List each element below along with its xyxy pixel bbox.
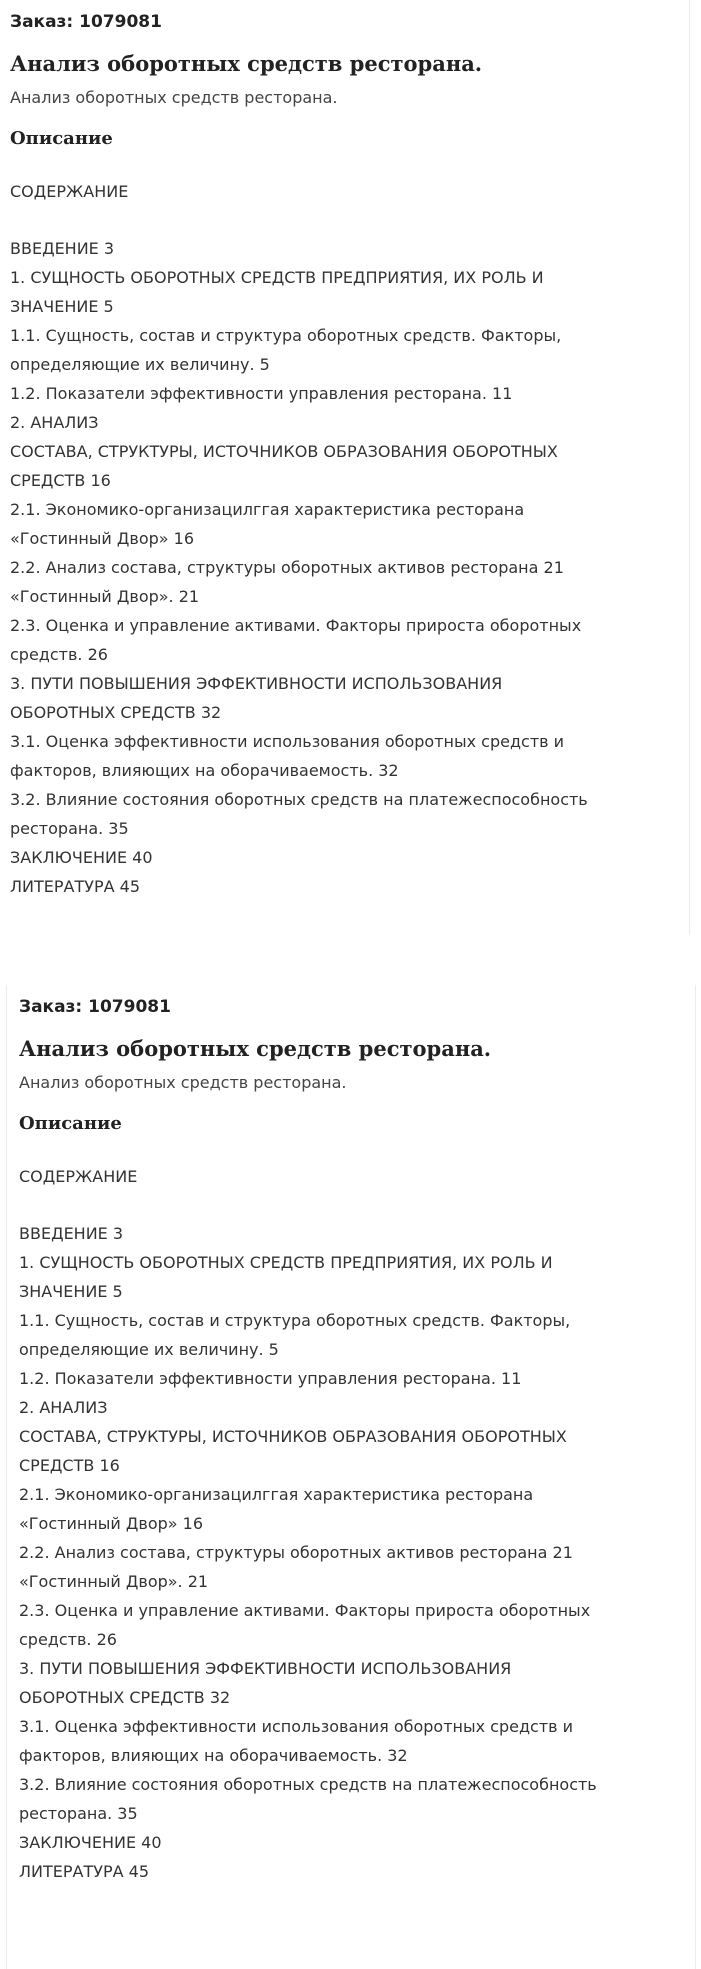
contents-heading: СОДЕРЖАНИЕ <box>19 1167 138 1186</box>
toc-line: ВВЕДЕНИЕ 3 <box>19 1224 124 1243</box>
toc-line: ОБОРОТНЫХ СРЕДСТВ 32 <box>10 703 222 722</box>
toc-line: ЗНАЧЕНИЕ 5 <box>10 297 114 316</box>
toc-line: 1.1. Сущность, состав и структура оборотных средств. Факторы, <box>10 326 562 345</box>
toc-line: «Гостинный Двор» 16 <box>10 529 194 548</box>
toc-line: 2.2. Анализ состава, структуры оборотных активов ресторана 21 <box>10 558 564 577</box>
toc-line: ЛИТЕРАТУРА 45 <box>10 877 141 896</box>
description-heading: Описание <box>10 128 113 149</box>
work-title: Анализ оборотных средств ресторана. <box>10 51 483 76</box>
toc-line: 2.3. Оценка и управление активами. Факторы прироста оборотных <box>19 1601 591 1620</box>
toc-line: СРЕДСТВ 16 <box>19 1456 120 1475</box>
toc-line: 1.2. Показатели эффективности управления ресторана. 11 <box>19 1369 522 1388</box>
table-of-contents <box>19 1219 679 1886</box>
toc-line: ЗНАЧЕНИЕ 5 <box>19 1282 123 1301</box>
toc-line: 1. СУЩНОСТЬ ОБОРОТНЫХ СРЕДСТВ ПРЕДПРИЯТИЯ, ИХ РОЛЬ И <box>10 268 544 287</box>
work-subtitle: Анализ оборотных средств ресторана. <box>19 1073 347 1092</box>
toc-line: 3.2. Влияние состояния оборотных средств на платежеспособность <box>19 1775 597 1794</box>
toc-line: «Гостинный Двор». 21 <box>10 587 200 606</box>
toc-line: 3.1. Оценка эффективности использования оборотных средств и <box>19 1717 574 1736</box>
toc-line: 3. ПУТИ ПОВЫШЕНИЯ ЭФФЕКТИВНОСТИ ИСПОЛЬЗОВАНИЯ <box>10 674 503 693</box>
toc-line: определяющие их величину. 5 <box>19 1340 279 1359</box>
toc-line: «Гостинный Двор». 21 <box>19 1572 209 1591</box>
toc-line: ЗАКЛЮЧЕНИЕ 40 <box>10 848 153 867</box>
toc-line: «Гостинный Двор» 16 <box>19 1514 203 1533</box>
toc-line: ЗАКЛЮЧЕНИЕ 40 <box>19 1833 162 1852</box>
toc-line: 1.1. Сущность, состав и структура оборотных средств. Факторы, <box>19 1311 571 1330</box>
description-heading: Описание <box>19 1113 122 1134</box>
toc-line: 2. АНАЛИЗ <box>10 413 99 432</box>
toc-line: 3.2. Влияние состояния оборотных средств на платежеспособность <box>10 790 588 809</box>
order-block-2 <box>6 985 696 1969</box>
order-number: Заказ: 1079081 <box>19 997 171 1017</box>
toc-line: 2. АНАЛИЗ <box>19 1398 108 1417</box>
toc-line: ОБОРОТНЫХ СРЕДСТВ 32 <box>19 1688 231 1707</box>
table-of-contents <box>10 234 670 901</box>
toc-line: ресторана. 35 <box>10 819 129 838</box>
toc-line: 2.2. Анализ состава, структуры оборотных активов ресторана 21 <box>19 1543 573 1562</box>
work-subtitle: Анализ оборотных средств ресторана. <box>10 88 338 107</box>
toc-line: 2.1. Экономико-организацилггая характеристика ресторана <box>19 1485 534 1504</box>
contents-heading: СОДЕРЖАНИЕ <box>10 182 129 201</box>
order-number: Заказ: 1079081 <box>10 12 162 32</box>
toc-line: определяющие их величину. 5 <box>10 355 270 374</box>
order-block-1 <box>0 0 690 935</box>
toc-line: 3.1. Оценка эффективности использования оборотных средств и <box>10 732 565 751</box>
toc-line: СРЕДСТВ 16 <box>10 471 111 490</box>
toc-line: 1. СУЩНОСТЬ ОБОРОТНЫХ СРЕДСТВ ПРЕДПРИЯТИЯ, ИХ РОЛЬ И <box>19 1253 553 1272</box>
toc-line: средств. 26 <box>19 1630 117 1649</box>
toc-line: ресторана. 35 <box>19 1804 138 1823</box>
toc-line: факторов, влияющих на оборачиваемость. 32 <box>19 1746 408 1765</box>
toc-line: ЛИТЕРАТУРА 45 <box>19 1862 150 1881</box>
toc-line: 1.2. Показатели эффективности управления ресторана. 11 <box>10 384 513 403</box>
toc-line: СОСТАВА, СТРУКТУРЫ, ИСТОЧНИКОВ ОБРАЗОВАНИЯ ОБОРОТНЫХ <box>10 442 558 461</box>
toc-line: 3. ПУТИ ПОВЫШЕНИЯ ЭФФЕКТИВНОСТИ ИСПОЛЬЗОВАНИЯ <box>19 1659 512 1678</box>
work-title: Анализ оборотных средств ресторана. <box>19 1036 492 1061</box>
toc-line: 2.3. Оценка и управление активами. Факторы прироста оборотных <box>10 616 582 635</box>
toc-line: средств. 26 <box>10 645 108 664</box>
toc-line: ВВЕДЕНИЕ 3 <box>10 239 115 258</box>
toc-line: 2.1. Экономико-организацилггая характеристика ресторана <box>10 500 525 519</box>
toc-line: факторов, влияющих на оборачиваемость. 32 <box>10 761 399 780</box>
toc-line: СОСТАВА, СТРУКТУРЫ, ИСТОЧНИКОВ ОБРАЗОВАНИЯ ОБОРОТНЫХ <box>19 1427 567 1446</box>
